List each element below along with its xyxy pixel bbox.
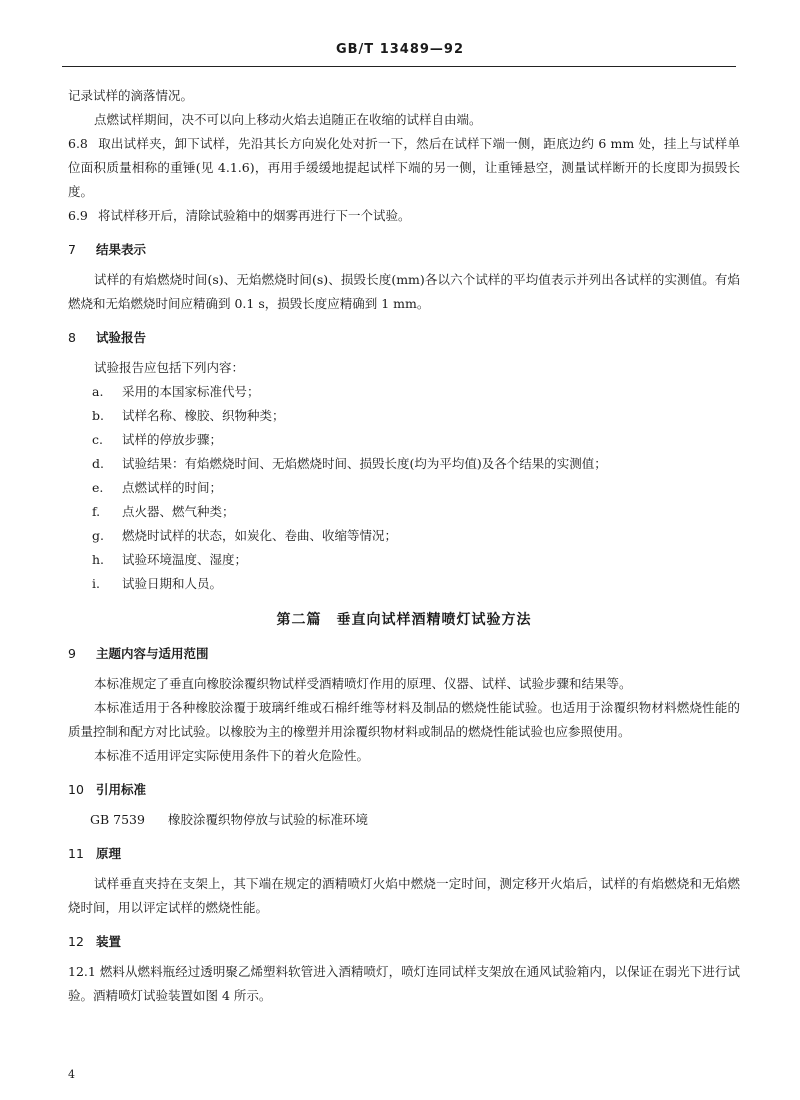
section-title: 装置	[96, 934, 122, 949]
paragraph-continued: 记录试样的滴落情况。	[68, 88, 194, 103]
list-item-text: 点火器、燃气种类；	[122, 504, 235, 519]
clause-text: 燃料从燃料瓶经过透明聚乙烯塑料软管进入酒精喷灯，喷灯连同试样支架放在通风试验箱内，以保证在弱光下进行试验。酒精喷灯试验装置如图 4 所示。	[68, 964, 740, 1003]
section-number: 8	[68, 330, 76, 345]
section-number: 10	[68, 782, 84, 797]
list-item	[68, 572, 740, 596]
list-item	[68, 404, 740, 428]
list-item-text: 试样的停放步骤；	[122, 432, 223, 447]
section-7-paragraph: 试样的有焰燃烧时间(s)、无焰燃烧时间(s)、损毁长度(mm)各以六个试样的平均值表示并列出各试样的实测值。有焰燃烧和无焰燃烧时间应精确到 0.1 s，损毁长度应精确到 1 mm。	[68, 272, 740, 311]
clause-number: 6.8	[68, 136, 88, 151]
document-body	[68, 84, 740, 1008]
list-item-text: 燃烧时试样的状态，如炭化、卷曲、收缩等情况；	[122, 528, 398, 543]
section-9-paragraph-3: 本标准不适用评定实际使用条件下的着火危险性。	[94, 748, 370, 763]
list-item-letter: d.	[92, 456, 104, 471]
list-item-letter: b.	[92, 408, 104, 423]
section-heading-10	[68, 778, 740, 802]
section-number: 9	[68, 646, 76, 661]
list-item	[68, 380, 740, 404]
section-title: 原理	[96, 846, 122, 861]
list-item-letter: f.	[92, 504, 101, 519]
section-heading-12	[68, 930, 740, 954]
list-item-text: 点燃试样的时间；	[122, 480, 223, 495]
section-title: 主题内容与适用范围	[96, 646, 209, 661]
section-11-paragraph: 试样垂直夹持在支架上，其下端在规定的酒精喷灯火焰中燃烧一定时间，测定移开火焰后，试样的有焰燃烧和无焰燃烧时间，用以评定试样的燃烧性能。	[68, 876, 740, 915]
list-item-letter: c.	[92, 432, 103, 447]
list-item	[68, 500, 740, 524]
section-heading-8	[68, 326, 740, 350]
section-heading-7	[68, 238, 740, 262]
reference-title: 橡胶涂覆织物停放与试验的标准环境	[168, 812, 369, 827]
list-item-text: 试验环境温度、湿度；	[122, 552, 248, 567]
section-number: 11	[68, 846, 84, 861]
list-item	[68, 428, 740, 452]
page-number: 4	[68, 1068, 75, 1081]
header-rule	[62, 66, 736, 67]
list-item	[68, 548, 740, 572]
list-item	[68, 476, 740, 500]
section-8-intro: 试验报告应包括下列内容：	[94, 360, 245, 375]
list-item-text: 试验日期和人员。	[122, 576, 223, 591]
list-item	[68, 524, 740, 548]
section-title: 引用标准	[96, 782, 147, 797]
section-heading-9	[68, 642, 740, 666]
part-two-title: 第二篇 垂直向试样酒精喷灯试验方法	[276, 612, 532, 628]
reference-code: GB 7539	[90, 812, 145, 827]
paragraph-note: 点燃试样期间，决不可以向上移动火焰去追随正在收缩的试样自由端。	[94, 112, 482, 127]
clause-number: 6.9	[68, 208, 88, 223]
list-item-text: 采用的本国家标准代号；	[122, 384, 260, 399]
clause-text: 将试样移开后，清除试验箱中的烟雾再进行下一个试验。	[97, 208, 411, 223]
list-item-letter: g.	[92, 528, 104, 543]
clause-6-8	[68, 132, 740, 204]
section-title: 试验报告	[96, 330, 147, 345]
standard-code-header: GB/T 13489—92	[335, 42, 465, 57]
list-item	[68, 452, 740, 476]
section-9-paragraph-2: 本标准适用于各种橡胶涂覆于玻璃纤维或石棉纤维等材料及制品的燃烧性能试验。也适用于涂覆织物材料燃烧性能的质量控制和配方对比试验。以橡胶为主的橡塑并用涂覆织物材料或制品的燃烧性能试验也应参照使用。	[68, 700, 740, 739]
clause-number: 12.1	[68, 964, 96, 979]
clause-text: 取出试样夹，卸下试样，先沿其长方向炭化处对折一下，然后在试样下端一侧，距底边约 6 mm 处，挂上与试样单位面积质量相称的重锤(见 4.1.6)，再用手缓缓地提起试样下端的另一侧，让重锤悬空，测量试样断开的长度即为损毁长度。	[68, 136, 740, 199]
clause-6-9	[68, 204, 740, 228]
section-9-paragraph-1: 本标准规定了垂直向橡胶涂覆织物试样受酒精喷灯作用的原理、仪器、试样、试验步骤和结果等。	[94, 676, 632, 691]
list-item-text: 试验结果：有焰燃烧时间、无焰燃烧时间、损毁长度(均为平均值)及各个结果的实测值；	[122, 456, 607, 471]
list-item-letter: h.	[92, 552, 105, 567]
list-item-text: 试样名称、橡胶、织物种类；	[122, 408, 285, 423]
clause-12-1	[68, 960, 740, 1008]
report-items-list	[68, 380, 740, 596]
list-item-letter: e.	[92, 480, 104, 495]
section-heading-11	[68, 842, 740, 866]
referenced-standard	[68, 808, 740, 832]
section-number: 12	[68, 934, 84, 949]
section-number: 7	[68, 242, 76, 257]
section-title: 结果表示	[96, 242, 147, 257]
list-item-letter: a.	[92, 384, 104, 399]
list-item-letter: i.	[92, 576, 100, 591]
